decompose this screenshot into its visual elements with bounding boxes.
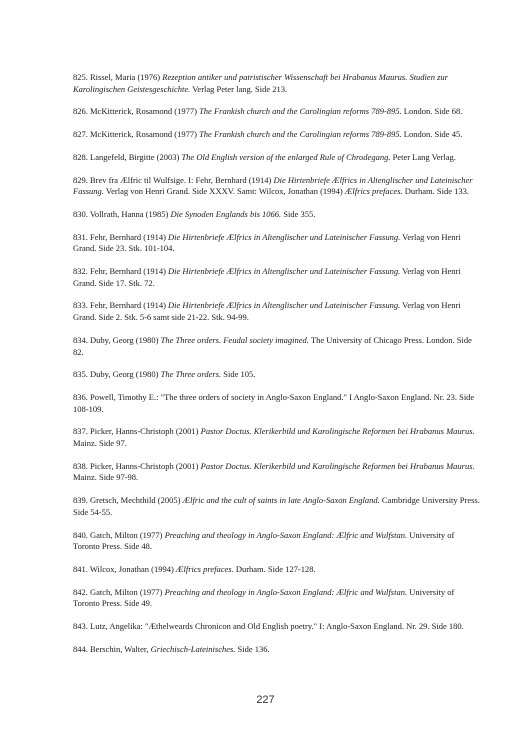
endnote-text: Mainz. Side 97. xyxy=(73,438,127,449)
endnote-title: Preaching and theology in Anglo-Saxon England: Ælfric and Wulfstan. xyxy=(164,529,408,540)
endnote-text: Duby, Georg (1980) xyxy=(90,369,161,380)
endnote-title: Pastor Doctus. Klerikerbild und Karolingische Reformen bei Hrabanus Maurus. xyxy=(200,426,475,437)
endnote-title: Ælfrics prefaces. xyxy=(344,186,403,197)
endnote-number: 840. xyxy=(73,529,88,540)
endnote-number: 835. xyxy=(73,369,88,380)
endnote-title: Die Hirtenbriefe Ælfrics in Altenglischer und Lateinischer Fassung. xyxy=(73,174,473,197)
endnote-number: 836. xyxy=(73,391,88,402)
endnote-number: 828. xyxy=(73,151,88,162)
endnote-text: Berschin, Walter, xyxy=(90,643,151,654)
endnote-number: 844. xyxy=(73,643,88,654)
endnote-text: Durham. Side 133. xyxy=(402,186,469,197)
endnote-text: Rissel, Maria (1976) xyxy=(90,72,163,82)
endnote xyxy=(73,621,483,633)
endnote-number: 834. xyxy=(73,334,88,345)
endnote xyxy=(73,530,483,553)
endnote xyxy=(73,152,483,164)
endnote xyxy=(73,175,483,198)
endnote-number: 842. xyxy=(73,586,88,597)
endnote-text: Verlag von Henri Grand. Side 2. Stk. 5-6 samt side 21-22. Stk. 94-99. xyxy=(73,300,461,323)
endnote xyxy=(73,495,483,518)
endnote-number: 843. xyxy=(73,621,88,632)
endnote xyxy=(73,300,483,323)
page-number: 227 xyxy=(256,694,275,706)
endnote-title: Die Hirtenbriefe Ælfrics in Altenglischer und Lateinischer Fassung. xyxy=(168,300,401,311)
endnote-title: Griechisch-Lateinisches. xyxy=(150,643,236,654)
endnote-text: Gatch, Milton (1977) xyxy=(90,529,165,540)
endnote-text: Side 355. xyxy=(281,208,316,219)
endnote-number: 841. xyxy=(73,563,88,574)
endnote-number: 837. xyxy=(73,426,88,437)
endnote-text: Peter Lang Verlag. xyxy=(390,151,456,162)
endnote-text: Verlag von Henri Grand. Side 17. Stk. 72. xyxy=(73,266,461,288)
endnote xyxy=(73,564,483,576)
endnote-text: The University of Chicago Press. London. Side 82. xyxy=(73,334,472,357)
endnote-number: 826. xyxy=(73,106,88,117)
endnote-number: 825. xyxy=(73,72,88,82)
endnote-text: Fehr, Bernhard (1914) xyxy=(90,231,169,242)
endnote-text: Wilcox, Jonathan (1994) xyxy=(89,563,176,574)
endnote-text: Picker, Hanns-Christoph (2001) xyxy=(90,426,201,437)
endnote-text: Mainz. Side 97-98. xyxy=(73,472,139,483)
endnote-title: Rezeption antiker und patristischer Wissenschaft bei Hrabanus Maurus. Studien zur Karolingischen Geistesgeschichte. xyxy=(73,72,448,94)
endnote-number: 831. xyxy=(73,231,88,242)
endnote xyxy=(73,644,483,656)
endnote-title: The Frankish church and the Carolingian reforms 789-895. xyxy=(199,106,402,117)
endnote-text: Verlag von Henri Grand. Side 23. Stk. 101-104. xyxy=(73,231,461,254)
endnote-text: Duby, Georg (1980) xyxy=(90,334,161,345)
endnote xyxy=(73,72,483,95)
endnote-title: Die Hirtenbriefe Ælfrics in Altenglischer und Lateinischer Fassung. xyxy=(168,266,401,277)
endnote-text: University of Toronto Press. Side 48. xyxy=(73,529,455,552)
endnote xyxy=(73,426,483,449)
endnote xyxy=(73,587,483,610)
endnote xyxy=(73,461,483,484)
endnote xyxy=(73,129,483,141)
endnote-text: Fehr, Bernhard (1914) xyxy=(90,266,169,277)
endnote-text: London. Side 45. xyxy=(401,129,463,140)
endnote xyxy=(73,392,483,415)
endnote-text: Brev fra Ælfric til Wulfsige. I: Fehr, Bernhard (1914) xyxy=(90,174,274,185)
endnote-text: McKitterick, Rosamond (1977) xyxy=(90,129,200,140)
endnote xyxy=(73,335,483,358)
endnote-title: Ælfrics prefaces. xyxy=(175,563,234,574)
endnote-text: Lutz, Angelika: "Æthelweards Chronicon and Old English poetry." I: Anglo-Saxon England. Nr. 29. Side 180. xyxy=(90,621,464,632)
endnote xyxy=(73,232,483,255)
endnote-title: Preaching and theology in Anglo-Saxon England: Ælfric and Wulfstan. xyxy=(164,586,408,597)
endnote xyxy=(73,369,483,381)
endnotes-list xyxy=(73,72,483,667)
endnote-text: Verlag Peter lang. Side 213. xyxy=(190,83,288,94)
endnote-title: Ælfric and the cult of saints in late Anglo-Saxon England. xyxy=(182,495,380,506)
endnote-text: Picker, Hanns-Christoph (2001) xyxy=(90,460,201,471)
endnote-title: The Three orders. xyxy=(160,369,222,380)
endnote-text: Gretsch, Mechthild (2005) xyxy=(90,495,183,506)
endnote-text: Langefeld, Birgitte (2003) xyxy=(90,151,182,162)
endnote-text: Durham. Side 127-128. xyxy=(233,563,316,574)
endnote-number: 838. xyxy=(73,460,88,471)
endnote-text: Verlag von Henri Grand. Side XXXV. Samt: Wilcox, Jonathan (1994) xyxy=(103,186,345,197)
endnote-number: 839. xyxy=(73,495,88,506)
endnote-text: Side 136. xyxy=(235,643,270,654)
endnote-text: Cambridge University Press. Side 54-55. xyxy=(73,495,480,517)
endnote-text: University of Toronto Press. Side 49. xyxy=(73,586,455,609)
endnote-text: Fehr, Bernhard (1914) xyxy=(90,300,169,311)
endnote-text: McKitterick, Rosamond (1977) xyxy=(90,106,200,117)
endnote-text: Vollrath, Hanna (1985) xyxy=(89,208,171,219)
endnote-title: The Three orders. Feudal society imagined. xyxy=(160,334,309,345)
endnote-title: Pastor Doctus. Klerikerbild und Karolingische Reformen bei Hrabanus Maurus. xyxy=(200,460,475,471)
endnote xyxy=(73,209,483,221)
endnote-number: 833. xyxy=(73,300,88,311)
endnote xyxy=(73,266,483,289)
endnote-title: Die Hirtenbriefe Ælfrics in Altenglischer und Lateinischer Fassung. xyxy=(168,231,401,242)
endnote-text: Powell, Timothy E.: "The three orders of society in Anglo-Saxon England." I Anglo-Saxon England. Nr. 23. Side 108-109. xyxy=(73,391,475,414)
endnote-number: 827. xyxy=(73,129,88,140)
endnote-text: Side 105. xyxy=(221,369,256,380)
endnote-number: 829. xyxy=(73,174,88,185)
endnote-title: The Frankish church and the Carolingian reforms 789-895. xyxy=(199,129,402,140)
endnote-title: Die Synoden Englands bis 1066. xyxy=(170,208,282,219)
endnote-text: London. Side 68. xyxy=(401,106,463,117)
endnote-text: Gatch, Milton (1977) xyxy=(90,586,165,597)
endnote-number: 832. xyxy=(73,266,88,277)
endnote-title: The Old English version of the enlarged Rule of Chrodegang. xyxy=(181,151,391,162)
endnote-number: 830. xyxy=(73,208,88,219)
endnote xyxy=(73,106,483,118)
